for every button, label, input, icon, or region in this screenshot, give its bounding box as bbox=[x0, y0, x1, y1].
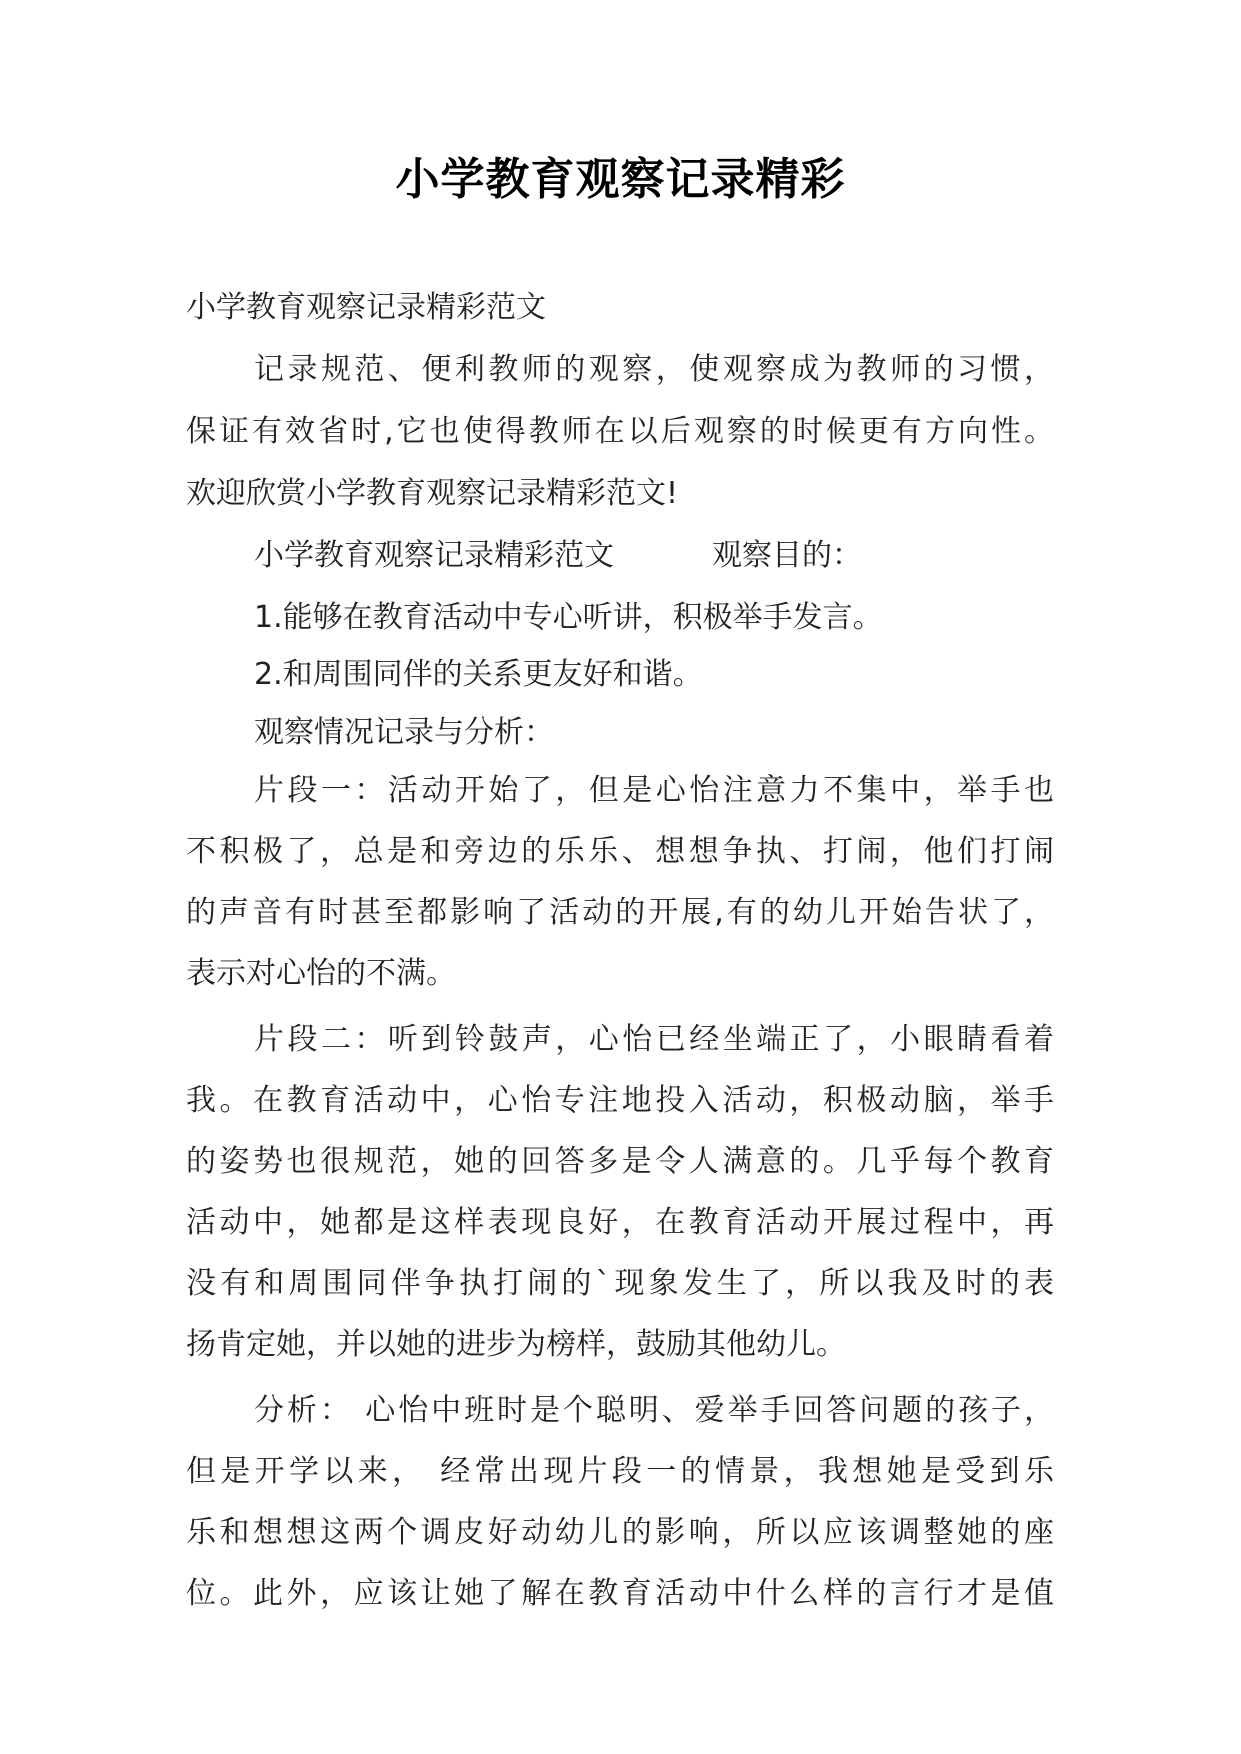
intro-line: 保证有效省时,它也使得教师在以后观察的时候更有方向性。 bbox=[186, 414, 1054, 449]
section-label: 观察情况记录与分析： bbox=[254, 715, 554, 750]
subtitle: 小学教育观察记录精彩范文 bbox=[186, 290, 546, 325]
page-title: 小学教育观察记录精彩 bbox=[395, 154, 846, 205]
analysis-line: 但是开学以来， 经常出现片段一的情景，我想她是受到乐 bbox=[186, 1454, 1054, 1489]
segment2-line: 我。在教育活动中，心怡专注地投入活动，积极动脑，举手 bbox=[186, 1083, 1054, 1118]
segment1-line: 片段一：活动开始了，但是心怡注意力不集中，举手也 bbox=[254, 773, 1054, 808]
intro-line: 欢迎欣赏小学教育观察记录精彩范文! bbox=[186, 476, 679, 511]
heading-left: 小学教育观察记录精彩范文 bbox=[254, 538, 614, 573]
analysis-line: 分析： 心怡中班时是个聪明、爱举手回答问题的孩子， bbox=[254, 1393, 1054, 1428]
segment1-line: 表示对心怡的不满。 bbox=[186, 956, 456, 991]
segment2-line: 活动中，她都是这样表现良好，在教育活动开展过程中，再 bbox=[186, 1205, 1054, 1240]
intro-line: 记录规范、便利教师的观察，使观察成为教师的习惯， bbox=[254, 352, 1054, 387]
segment1-line: 的声音有时甚至都影响了活动的开展,有的幼儿开始告状了， bbox=[186, 895, 1054, 930]
segment2-line: 扬肯定她，并以她的进步为榜样，鼓励其他幼儿。 bbox=[186, 1327, 846, 1362]
heading-right: 观察目的： bbox=[712, 538, 862, 573]
segment2-line: 没有和周围同伴争执打闹的`现象发生了，所以我及时的表 bbox=[186, 1266, 1054, 1301]
segment1-line: 不积极了，总是和旁边的乐乐、想想争执、打闹，他们打闹 bbox=[186, 834, 1054, 869]
segment2-line: 的姿势也很规范，她的回答多是令人满意的。几乎每个教育 bbox=[186, 1144, 1054, 1179]
analysis-line: 位。此外，应该让她了解在教育活动中什么样的言行才是值 bbox=[186, 1576, 1054, 1611]
goal-item: 1.能够在教育活动中专心听讲，积极举手发言。 bbox=[254, 600, 883, 635]
segment2-line: 片段二：听到铃鼓声，心怡已经坐端正了，小眼睛看着 bbox=[254, 1022, 1054, 1057]
goal-item: 2.和周围同伴的关系更友好和谐。 bbox=[254, 657, 703, 692]
analysis-line: 乐和想想这两个调皮好动幼儿的影响，所以应该调整她的座 bbox=[186, 1515, 1054, 1550]
